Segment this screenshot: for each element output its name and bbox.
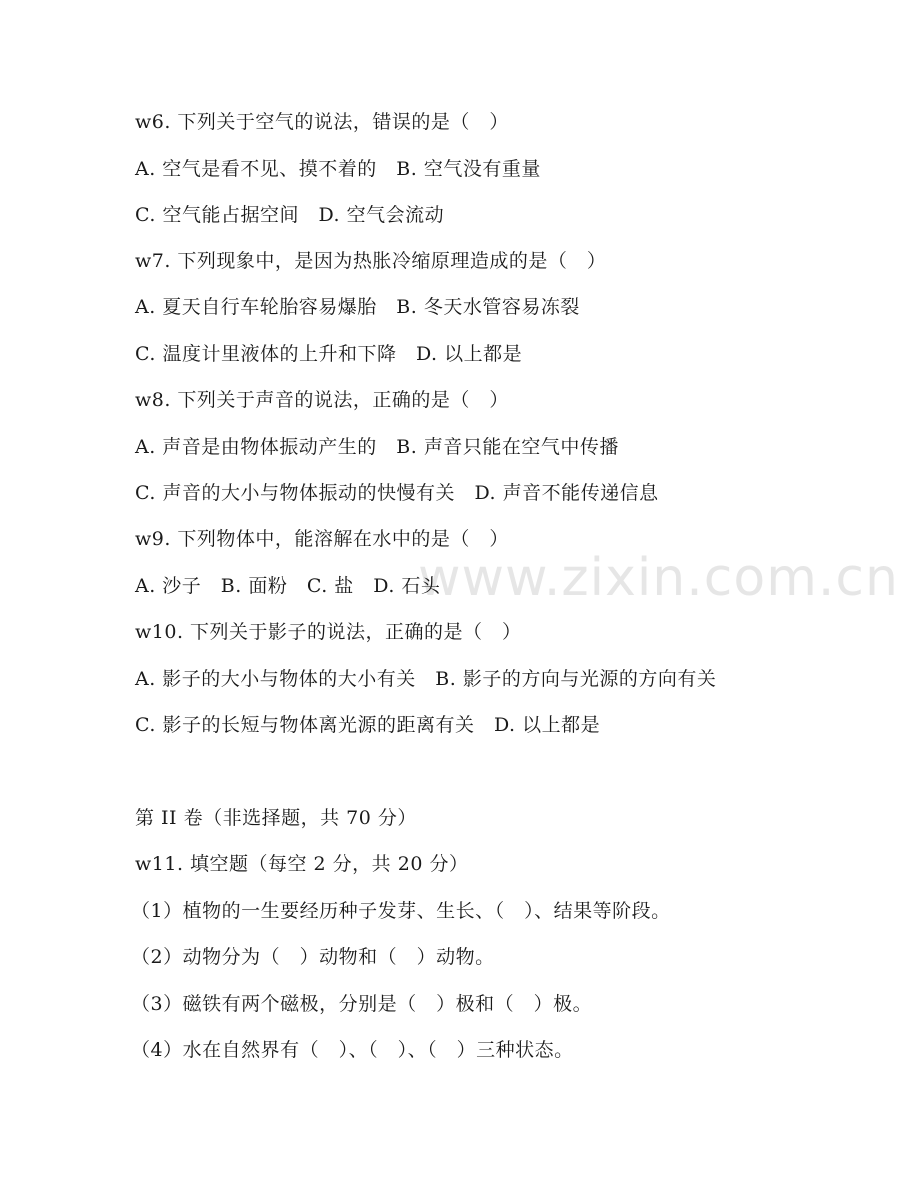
question-9-stem: w9. 下列物体中，能溶解在水中的是（ ） bbox=[135, 528, 509, 550]
question-11-item-3: （3）磁铁有两个磁极，分别是（ ）极和（ ）极。 bbox=[131, 993, 593, 1015]
question-10-options-ab: A. 影子的大小与物体的大小有关 B. 影子的方向与光源的方向有关 bbox=[135, 668, 717, 690]
question-8-options-ab: A. 声音是由物体振动产生的 B. 声音只能在空气中传播 bbox=[135, 436, 619, 458]
question-7-options-ab: A. 夏天自行车轮胎容易爆胎 B. 冬天水管容易冻裂 bbox=[135, 296, 580, 318]
question-11-stem: w11. 填空题（每空 2 分，共 20 分） bbox=[135, 853, 469, 875]
question-6-options-cd: C. 空气能占据空间 D. 空气会流动 bbox=[135, 204, 445, 226]
question-11-item-2: （2）动物分为（ ）动物和（ ）动物。 bbox=[131, 946, 495, 968]
question-10-stem: w10. 下列关于影子的说法，正确的是（ ） bbox=[135, 621, 522, 643]
question-10-options-cd: C. 影子的长短与物体离光源的距离有关 D. 以上都是 bbox=[135, 714, 601, 736]
question-9-options: A. 沙子 B. 面粉 C. 盐 D. 石头 bbox=[135, 575, 441, 597]
question-11-item-4: （4）水在自然界有（ ）、（ ）、（ ）三种状态。 bbox=[131, 1039, 574, 1061]
watermark: www.zixin.com.cn bbox=[418, 548, 899, 608]
section-2-heading: 第 II 卷（非选择题，共 70 分） bbox=[135, 807, 417, 829]
question-6-options-ab: A. 空气是看不见、摸不着的 B. 空气没有重量 bbox=[135, 158, 541, 180]
question-7-options-cd: C. 温度计里液体的上升和下降 D. 以上都是 bbox=[135, 343, 523, 365]
question-6-stem: w6. 下列关于空气的说法，错误的是（ ） bbox=[135, 111, 509, 133]
question-11-item-1: （1）植物的一生要经历种子发芽、生长、（ ）、结果等阶段。 bbox=[131, 900, 671, 922]
question-7-stem: w7. 下列现象中，是因为热胀冷缩原理造成的是（ ） bbox=[135, 250, 607, 272]
question-8-stem: w8. 下列关于声音的说法，正确的是（ ） bbox=[135, 389, 509, 411]
question-8-options-cd: C. 声音的大小与物体振动的快慢有关 D. 声音不能传递信息 bbox=[135, 482, 659, 504]
